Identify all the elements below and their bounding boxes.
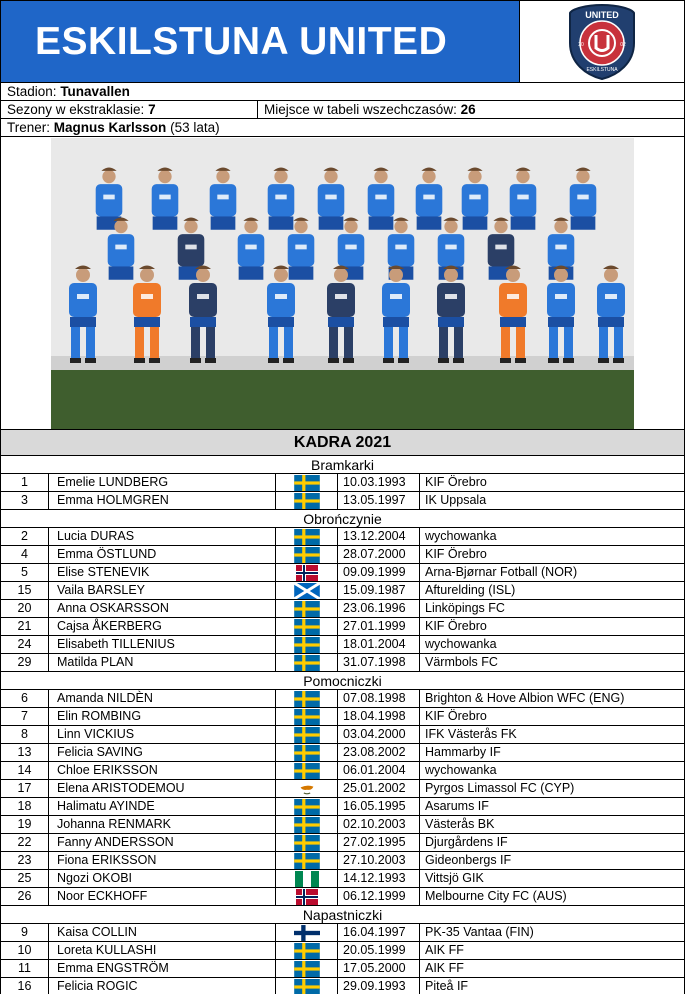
coach-cell <box>1 119 220 136</box>
sweden-flag-icon <box>276 942 338 959</box>
player-row <box>1 744 684 762</box>
player-name: Elin ROMBING <box>49 708 276 725</box>
player-name: Lucia DURAS <box>49 528 276 545</box>
player-dob: 29.09.1993 <box>338 978 420 994</box>
player-name: Elisabeth TILLENIUS <box>49 636 276 653</box>
player-number: 16 <box>1 978 49 994</box>
sweden-flag-icon <box>276 978 338 994</box>
club-crest-logo <box>566 3 638 81</box>
logo-text-top: UNITED <box>585 9 619 20</box>
player-dob: 15.09.1987 <box>338 582 420 599</box>
rank-label: Miejsce w tabeli wszechczasów: <box>264 102 457 117</box>
player-row <box>1 600 684 618</box>
sweden-flag-icon <box>276 816 338 833</box>
player-name: Emma ENGSTRÖM <box>49 960 276 977</box>
player-row <box>1 870 684 888</box>
team-title: ESKILSTUNA UNITED <box>35 19 448 63</box>
title-banner <box>1 1 520 82</box>
player-name: Matilda PLAN <box>49 654 276 671</box>
logo-year-right: 02 <box>620 41 626 48</box>
player-number: 21 <box>1 618 49 635</box>
player-row <box>1 636 684 654</box>
player-number: 29 <box>1 654 49 671</box>
player-dob: 13.05.1997 <box>338 492 420 509</box>
player-dob: 10.03.1993 <box>338 474 420 491</box>
player-previous-club: Linköpings FC <box>425 601 505 615</box>
seasons-value: 7 <box>148 102 156 117</box>
coach-value: Magnus Karlsson <box>53 120 167 135</box>
player-number: 26 <box>1 888 49 905</box>
team-photo-frame <box>1 137 684 430</box>
stadium-label: Stadion: <box>7 84 57 99</box>
coach-age: (53 lata) <box>170 120 220 135</box>
player-dob: 02.10.2003 <box>338 816 420 833</box>
player-previous-club: PK-35 Vantaa (FIN) <box>425 925 534 939</box>
player-row <box>1 654 684 672</box>
section-header: Pomocniczki <box>1 672 684 690</box>
player-dob: 27.01.1999 <box>338 618 420 635</box>
player-previous-club: Brighton & Hove Albion WFC (ENG) <box>425 691 625 705</box>
player-previous-club: AIK FF <box>425 961 464 975</box>
header <box>1 0 684 83</box>
player-name: Emma HOLMGREN <box>49 492 276 509</box>
scotland-flag-icon <box>276 582 338 599</box>
player-number: 11 <box>1 960 49 977</box>
sweden-flag-icon <box>276 834 338 851</box>
player-name: Kaisa COLLIN <box>49 924 276 941</box>
player-previous-club: KIF Örebro <box>425 709 487 723</box>
squad-title: KADRA 2021 <box>1 430 684 456</box>
player-previous-club: Värmbols FC <box>425 655 498 669</box>
rank-cell <box>258 101 476 118</box>
sweden-flag-icon <box>276 600 338 617</box>
player-row <box>1 834 684 852</box>
player-dob: 18.04.1998 <box>338 708 420 725</box>
player-row <box>1 780 684 798</box>
logo-text-bottom: ESKILSTUNA <box>586 66 618 73</box>
player-number: 19 <box>1 816 49 833</box>
player-previous-club: KIF Örebro <box>425 475 487 489</box>
sweden-flag-icon <box>276 654 338 671</box>
player-row <box>1 816 684 834</box>
player-dob: 16.05.1995 <box>338 798 420 815</box>
section-header: Bramkarki <box>1 456 684 474</box>
player-row <box>1 474 684 492</box>
player-row <box>1 528 684 546</box>
logo-box <box>520 1 684 82</box>
player-previous-club: Hammarby IF <box>425 745 501 759</box>
player-name: Elise STENEVIK <box>49 564 276 581</box>
player-row <box>1 708 684 726</box>
player-name: Halimatu AYINDE <box>49 798 276 815</box>
squad-table <box>1 456 684 994</box>
player-dob: 06.12.1999 <box>338 888 420 905</box>
player-row <box>1 546 684 564</box>
player-previous-club: Asarums IF <box>425 799 489 813</box>
player-previous-club: Melbourne City FC (AUS) <box>425 889 567 903</box>
sweden-flag-icon <box>276 726 338 743</box>
player-name: Cajsa ÅKERBERG <box>49 618 276 635</box>
player-previous-club: IK Uppsala <box>425 493 487 507</box>
player-previous-club: IFK Västerås FK <box>425 727 517 741</box>
sweden-flag-icon <box>276 636 338 653</box>
player-number: 5 <box>1 564 49 581</box>
player-dob: 23.08.2002 <box>338 744 420 761</box>
player-number: 8 <box>1 726 49 743</box>
player-number: 10 <box>1 942 49 959</box>
player-row <box>1 492 684 510</box>
sweden-flag-icon <box>276 708 338 725</box>
player-previous-club: Arna-Bjørnar Fotball (NOR) <box>425 565 578 579</box>
sweden-flag-icon <box>276 492 338 509</box>
player-row <box>1 888 684 906</box>
player-dob: 13.12.2004 <box>338 528 420 545</box>
seasons-label: Sezony w ekstraklasie: <box>7 102 145 117</box>
player-previous-club: KIF Örebro <box>425 619 487 633</box>
player-row <box>1 618 684 636</box>
player-previous-club: Västerås BK <box>425 817 495 831</box>
sweden-flag-icon <box>276 546 338 563</box>
section-header: Napastniczki <box>1 906 684 924</box>
player-number: 14 <box>1 762 49 779</box>
player-dob: 27.02.1995 <box>338 834 420 851</box>
seasons-row <box>1 101 684 119</box>
stadium-value: Tunavallen <box>60 84 130 99</box>
player-row <box>1 690 684 708</box>
player-name: Noor ECKHOFF <box>49 888 276 905</box>
finland-flag-icon <box>276 924 338 941</box>
player-row <box>1 726 684 744</box>
player-dob: 23.06.1996 <box>338 600 420 617</box>
player-dob: 14.12.1993 <box>338 870 420 887</box>
player-row <box>1 924 684 942</box>
coach-label: Trener: <box>7 120 51 135</box>
section-header: Obrończynie <box>1 510 684 528</box>
rank-value: 26 <box>460 102 476 117</box>
player-number: 25 <box>1 870 49 887</box>
player-name: Fiona ERIKSSON <box>49 852 276 869</box>
player-name: Felicia ROGIC <box>49 978 276 994</box>
player-number: 7 <box>1 708 49 725</box>
player-name: Linn VICKIUS <box>49 726 276 743</box>
player-number: 3 <box>1 492 49 509</box>
player-row <box>1 582 684 600</box>
player-number: 24 <box>1 636 49 653</box>
player-name: Felicia SAVING <box>49 744 276 761</box>
player-previous-club: Djurgårdens IF <box>425 835 508 849</box>
player-previous-club: AIK FF <box>425 943 464 957</box>
player-name: Anna OSKARSSON <box>49 600 276 617</box>
sweden-flag-icon <box>276 762 338 779</box>
player-row <box>1 942 684 960</box>
player-name: Emma ÖSTLUND <box>49 546 276 563</box>
player-previous-club: KIF Örebro <box>425 547 487 561</box>
norway-flag-icon <box>276 888 338 905</box>
player-dob: 18.01.2004 <box>338 636 420 653</box>
player-dob: 07.08.1998 <box>338 690 420 707</box>
player-name: Fanny ANDERSSON <box>49 834 276 851</box>
player-previous-club: wychowanka <box>425 763 497 777</box>
sweden-flag-icon <box>276 474 338 491</box>
player-row <box>1 564 684 582</box>
player-number: 18 <box>1 798 49 815</box>
player-number: 9 <box>1 924 49 941</box>
sweden-flag-icon <box>276 690 338 707</box>
player-dob: 03.04.2000 <box>338 726 420 743</box>
cyprus-flag-icon <box>276 780 338 797</box>
player-name: Loreta KULLASHI <box>49 942 276 959</box>
player-name: Emelie LUNDBERG <box>49 474 276 491</box>
stadium-cell <box>1 83 130 100</box>
sweden-flag-icon <box>276 852 338 869</box>
sweden-flag-icon <box>276 528 338 545</box>
player-number: 2 <box>1 528 49 545</box>
player-dob: 31.07.1998 <box>338 654 420 671</box>
sweden-flag-icon <box>276 798 338 815</box>
player-name: Chloe ERIKSSON <box>49 762 276 779</box>
seasons-cell <box>1 101 258 118</box>
player-row <box>1 762 684 780</box>
player-previous-club: Piteå IF <box>425 979 469 993</box>
player-number: 23 <box>1 852 49 869</box>
player-name: Elena ARISTODEMOU <box>49 780 276 797</box>
player-number: 13 <box>1 744 49 761</box>
player-dob: 16.04.1997 <box>338 924 420 941</box>
player-previous-club: Afturelding (ISL) <box>425 583 516 597</box>
player-number: 22 <box>1 834 49 851</box>
player-dob: 09.09.1999 <box>338 564 420 581</box>
player-dob: 25.01.2002 <box>338 780 420 797</box>
player-number: 15 <box>1 582 49 599</box>
player-dob: 06.01.2004 <box>338 762 420 779</box>
team-photo <box>51 138 634 429</box>
player-name: Vaila BARSLEY <box>49 582 276 599</box>
stadium-row <box>1 83 684 101</box>
coach-row <box>1 119 684 137</box>
player-name: Amanda NILDÈN <box>49 690 276 707</box>
player-number: 4 <box>1 546 49 563</box>
player-number: 20 <box>1 600 49 617</box>
player-row <box>1 978 684 994</box>
player-previous-club: Gideonbergs IF <box>425 853 512 867</box>
player-dob: 20.05.1999 <box>338 942 420 959</box>
player-dob: 27.10.2003 <box>338 852 420 869</box>
player-row <box>1 960 684 978</box>
player-dob: 17.05.2000 <box>338 960 420 977</box>
player-number: 17 <box>1 780 49 797</box>
norway-flag-icon <box>276 564 338 581</box>
player-dob: 28.07.2000 <box>338 546 420 563</box>
logo-year-left: 20 <box>578 41 584 48</box>
player-number: 1 <box>1 474 49 491</box>
player-row <box>1 798 684 816</box>
sweden-flag-icon <box>276 744 338 761</box>
player-number: 6 <box>1 690 49 707</box>
player-previous-club: wychowanka <box>425 529 497 543</box>
player-name: Johanna RENMARK <box>49 816 276 833</box>
team-photo-illustration <box>51 138 634 429</box>
sweden-flag-icon <box>276 960 338 977</box>
player-previous-club: wychowanka <box>425 637 497 651</box>
player-previous-club: Pyrgos Limassol FC (CYP) <box>425 781 575 795</box>
player-row <box>1 852 684 870</box>
sweden-flag-icon <box>276 618 338 635</box>
player-previous-club: Vittsjö GIK <box>425 871 484 885</box>
nigeria-flag-icon <box>276 870 338 887</box>
player-name: Ngozi OKOBI <box>49 870 276 887</box>
